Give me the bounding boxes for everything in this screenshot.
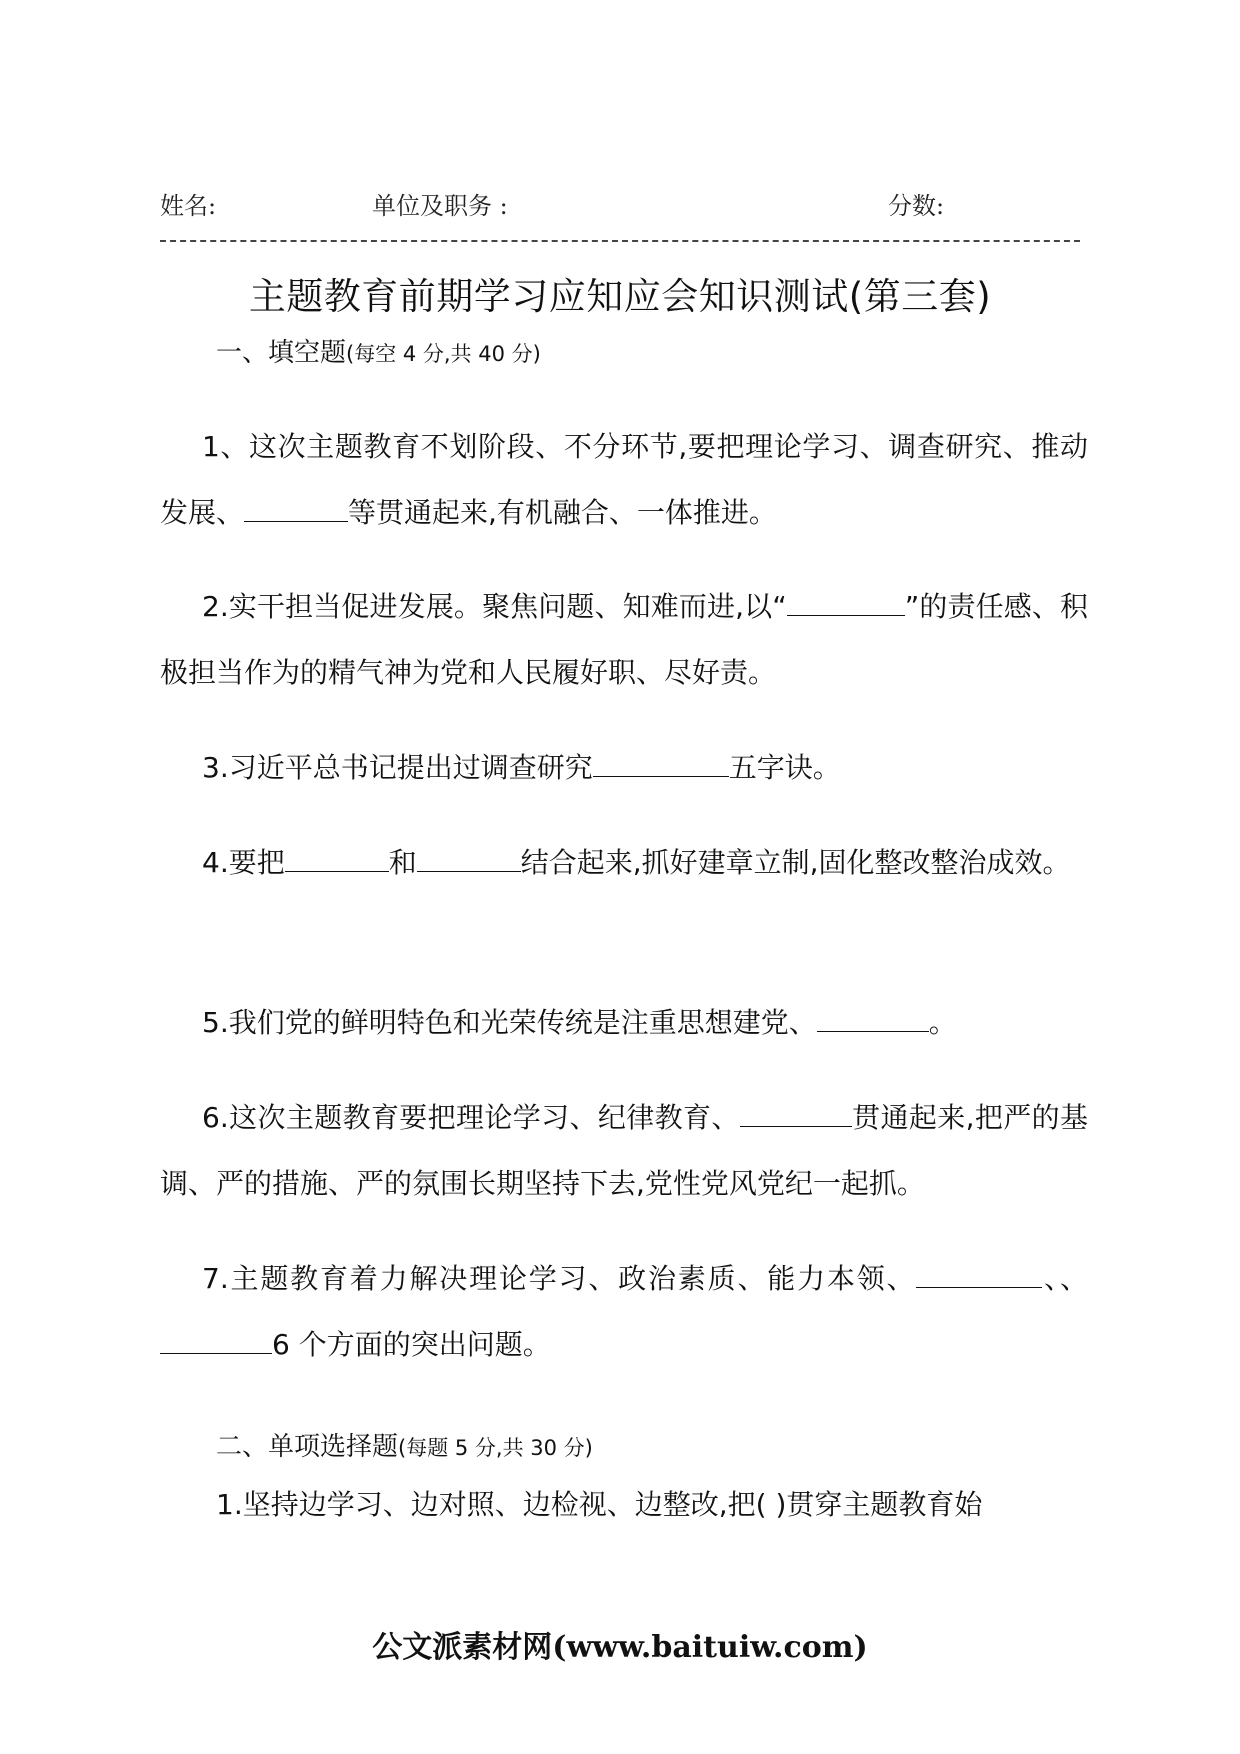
section-1-points: (每空 4 分,共 40 分) bbox=[346, 342, 541, 366]
section-1-heading bbox=[216, 332, 541, 369]
question-7: 7.主题教育着力解决理论学习、政治素质、能力本领、 、、6 个方面的突出问题。 bbox=[160, 1246, 1088, 1378]
section-2-title: 二、单项选择题 bbox=[216, 1432, 399, 1462]
score-label: 分数: bbox=[888, 192, 945, 220]
name-label: 姓名: bbox=[160, 192, 217, 220]
section-1-title: 一、填空题 bbox=[216, 338, 347, 368]
question-3: 3.习近平总书记提出过调查研究 五字诀。 bbox=[202, 751, 841, 784]
unit-position-label: 单位及职务 : bbox=[372, 192, 508, 220]
exam-header bbox=[160, 186, 1080, 226]
section-2-heading bbox=[216, 1426, 593, 1463]
answer-blank bbox=[244, 497, 348, 522]
answer-blank bbox=[417, 847, 521, 872]
choice-question-1: 1.坚持边学习、边对照、边检视、边整改,把( )贯穿主题教育始 bbox=[216, 1488, 983, 1521]
question-6: 6.这次主题教育要把理论学习、纪律教育、 贯通起来,把严的基调、严的措施、严的氛围长期坚持下去,党性党风党纪一起抓。 bbox=[160, 1101, 1089, 1200]
header-divider bbox=[160, 240, 1080, 242]
answer-blank bbox=[916, 1263, 1042, 1288]
document-title: 主题教育前期学习应知应会知识测试(第三套) bbox=[248, 275, 992, 318]
answer-blank bbox=[740, 1102, 852, 1127]
question-1: 1、这次主题教育不划阶段、不分环节,要把理论学习、调查研究、推动发展、 等贯通起来,有机融合、一体推进。 bbox=[160, 430, 1088, 529]
question-5: 5.我们党的鲜明特色和光荣传统是注重思想建党、 。 bbox=[202, 1006, 957, 1039]
answer-blank bbox=[160, 1329, 272, 1354]
footer-watermark: 公文派素材网(www.baituiw.com) bbox=[372, 1630, 868, 1665]
answer-blank bbox=[285, 847, 389, 872]
section-2-points: (每题 5 分,共 30 分) bbox=[398, 1436, 593, 1460]
answer-blank bbox=[817, 1007, 929, 1032]
answer-blank bbox=[787, 591, 905, 616]
question-2: 2.实干担当促进发展。聚焦问题、知难而进,以“ ”的责任感、积极担当作为的精气神为党和人民履好职、尽好责。 bbox=[160, 590, 1089, 689]
question-4: 4.要把 和 结合起来,抓好建章立制,固化整改整治成效。 bbox=[202, 846, 1071, 879]
answer-blank bbox=[593, 752, 729, 777]
